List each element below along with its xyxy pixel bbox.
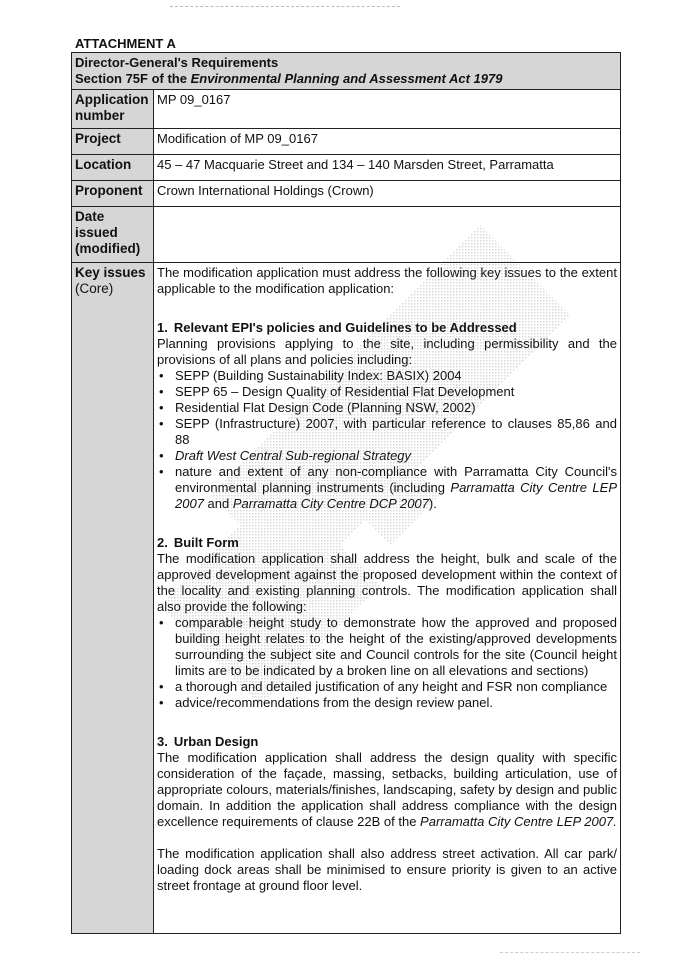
scan-artifact-top bbox=[170, 6, 400, 7]
list-item: • advice/recommendations from the design review panel. bbox=[157, 695, 617, 711]
attachment-label: ATTACHMENT A bbox=[75, 36, 176, 51]
location-label: Location bbox=[72, 155, 154, 181]
location-value: 45 – 47 Macquarie Street and 134 – 140 Marsden Street, Parramatta bbox=[154, 155, 621, 181]
header-line1: Director-General's Requirements bbox=[75, 55, 279, 70]
key-issues-content bbox=[154, 263, 621, 934]
section-2-list bbox=[157, 615, 617, 711]
table-row bbox=[72, 129, 621, 155]
section-1-intro: Planning provisions applying to the site, including permissibility and the provisions of all plans and policies including: bbox=[157, 336, 617, 367]
proponent-value: Crown International Holdings (Crown) bbox=[154, 181, 621, 207]
list-item: • nature and extent of any non-compliance with Parramatta City Council's environmental planning instruments (including Parramatta City Centre LEP 2007 and Parramatta City Centre DCP 2007). bbox=[157, 464, 617, 512]
table-row bbox=[72, 263, 621, 934]
section-2-heading: 2. Built Form bbox=[157, 535, 239, 550]
list-item: • SEPP (Building Sustainability Index: BASIX) 2004 bbox=[157, 368, 617, 384]
act-name: Environmental Planning and Assessment Act 1979 bbox=[190, 71, 503, 86]
header-line2: Section 75F of the Environmental Planning and Assessment Act 1979 bbox=[75, 71, 503, 86]
section-3-paragraph-2: The modification application shall also address street activation. All car park/ loading dock areas shall be minimised to ensure priority is given to an active street frontage at ground floor level. bbox=[157, 846, 617, 893]
key-issues-label bbox=[72, 263, 154, 934]
section-2-intro: The modification application shall address the height, bulk and scale of the approved development against the proposed development within the context of the locality and existing planning controls. The modification application shall also provide the following: bbox=[157, 551, 617, 614]
date-issued-value bbox=[154, 207, 621, 263]
table-header-row bbox=[72, 53, 621, 90]
list-item: • a thorough and detailed justification of any height and FSR non compliance bbox=[157, 679, 617, 695]
requirements-table bbox=[71, 52, 621, 934]
list-item: • Draft West Central Sub-regional Strategy bbox=[157, 448, 617, 464]
table-row bbox=[72, 155, 621, 181]
key-issues-sublabel: (Core) bbox=[75, 281, 114, 296]
key-issues-title: Key issues bbox=[75, 265, 146, 280]
date-issued-label: Date issued (modified) bbox=[72, 207, 154, 263]
proponent-label: Proponent bbox=[72, 181, 154, 207]
scan-artifact-bottom bbox=[500, 952, 640, 953]
section-3-paragraph-1: The modification application shall address the design quality with specific consideration of the façade, massing, setbacks, building articulation, use of appropriate colours, materials/finishes, landscaping, safety by design and public domain. In addition the application shall address compliance with the design excellence requirements of clause 22B of the Parramatta City Centre LEP 2007. bbox=[157, 750, 617, 829]
table-header bbox=[72, 53, 621, 90]
application-number-value: MP 09_0167 bbox=[154, 90, 621, 129]
section-1-heading: 1. Relevant EPI's policies and Guidelines to be Addressed bbox=[157, 320, 517, 335]
paragraph-gap bbox=[157, 830, 617, 846]
project-label: Project bbox=[72, 129, 154, 155]
section-3-heading: 3. Urban Design bbox=[157, 734, 259, 749]
application-number-label: Application number bbox=[72, 90, 154, 129]
project-value: Modification of MP 09_0167 bbox=[154, 129, 621, 155]
list-item: • SEPP (Infrastructure) 2007, with particular reference to clauses 85,86 and 88 bbox=[157, 416, 617, 448]
table-row bbox=[72, 90, 621, 129]
section-1-list bbox=[157, 368, 617, 512]
key-issues-intro: The modification application must address the following key issues to the extent applicable to the modification application: bbox=[157, 265, 617, 296]
list-item: • SEPP 65 – Design Quality of Residential Flat Development bbox=[157, 384, 617, 400]
table-row bbox=[72, 207, 621, 263]
list-item: • Residential Flat Design Code (Planning NSW, 2002) bbox=[157, 400, 617, 416]
table-row bbox=[72, 181, 621, 207]
list-item: • comparable height study to demonstrate how the approved and proposed building height relates to the height of the existing/approved developments surrounding the subject site and Council controls for the site (Council height limits are to be indicated by a broken line on all elevations and sections) bbox=[157, 615, 617, 679]
